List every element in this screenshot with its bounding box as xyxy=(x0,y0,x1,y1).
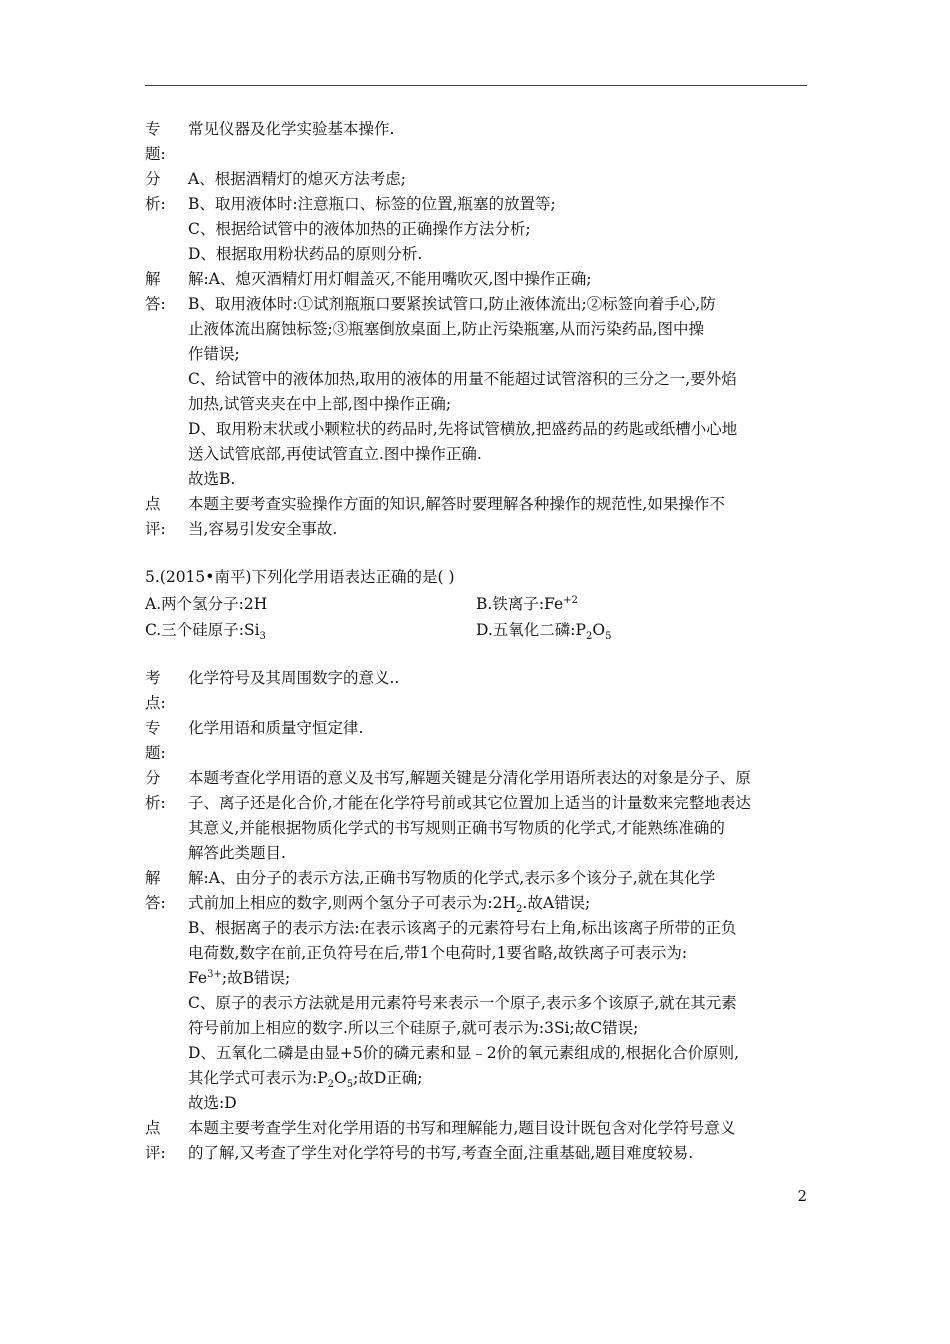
row-text: 故选:D xyxy=(188,1094,237,1112)
analysis-block-q4 xyxy=(145,117,810,542)
formula-sub2: 5 xyxy=(346,1079,354,1091)
row-8 xyxy=(145,841,810,866)
analysis-block-q5 xyxy=(145,666,810,1166)
header-rule xyxy=(145,85,807,86)
row-label xyxy=(145,217,188,242)
option-d-sub2: 5 xyxy=(605,631,612,643)
row-label xyxy=(145,966,188,991)
row-text: 化学符号及其周围数字的意义.. xyxy=(188,669,400,687)
row-text: C、给试管中的液体加热,取用的液体的用量不能超过试管溶积的三分之一,要外焰 xyxy=(188,370,737,388)
row-text: A、根据酒精灯的熄灭方法考虑; xyxy=(188,170,406,188)
option-c-sub: 3 xyxy=(259,631,266,643)
row-19 xyxy=(145,1116,810,1141)
row-3 xyxy=(145,167,810,192)
row-text: 电荷数,数字在前,正负符号在后,带1个电荷时,1要省略,故铁离子可表示为: xyxy=(188,944,688,962)
formula-sub: 2 xyxy=(516,904,523,916)
row-20 xyxy=(145,1141,810,1166)
option-d xyxy=(476,618,611,643)
row-2 xyxy=(145,142,810,167)
row-label: 答: xyxy=(145,295,166,313)
row-1 xyxy=(145,666,810,691)
row-10 xyxy=(145,342,810,367)
option-a: A.两个氢分子:2H xyxy=(145,595,268,613)
option-d-sub1: 2 xyxy=(585,631,593,643)
row-4 xyxy=(145,192,810,217)
formula-sub1: 2 xyxy=(327,1079,335,1091)
row-18 xyxy=(145,1091,810,1116)
row-text: 的了解,又考查了学生对化学符号的书写,考查全面,注重基础,题目难度较易. xyxy=(188,1144,694,1162)
row-label xyxy=(145,317,188,342)
row-label: 析: xyxy=(145,794,166,812)
row-text: C、根据给试管中的液体加热的正确操作方法分析; xyxy=(188,220,531,238)
row-text: 符号前加上相应的数字.所以三个硅原子,就可表示为:3Si;故C错误; xyxy=(188,1019,639,1037)
row-17 xyxy=(145,517,810,542)
row-14 xyxy=(145,991,810,1016)
row-17 xyxy=(145,1066,810,1091)
row-9 xyxy=(145,866,810,891)
row-text: 解:A、由分子的表示方法,正确书写物质的化学式,表示多个该分子,就在其化学 xyxy=(188,869,716,887)
row-13 xyxy=(145,417,810,442)
row-label xyxy=(145,991,188,1016)
formula-post: ;故B错误; xyxy=(221,969,291,987)
formula-post: .故A错误; xyxy=(522,894,591,912)
row-text: 本题主要考查实验操作方面的知识,解答时要理解各种操作的规范性,如果操作不 xyxy=(188,495,725,513)
row-label xyxy=(145,941,188,966)
row-label xyxy=(145,367,188,392)
row-label xyxy=(145,1016,188,1041)
row-5 xyxy=(145,217,810,242)
option-b-text: B.铁离子:Fe xyxy=(476,595,564,613)
row-text: 当,容易引发安全事故. xyxy=(188,520,338,538)
question-stem: 5.(2015•南平)下列化学用语表达正确的是( ) xyxy=(145,568,455,586)
row-text: 化学用语和质量守恒定律. xyxy=(188,719,364,737)
row-label: 点 xyxy=(145,495,161,513)
row-label: 析: xyxy=(145,195,166,213)
row-11 xyxy=(145,367,810,392)
row-label xyxy=(145,467,188,492)
row-6 xyxy=(145,242,810,267)
row-text: 送入试管底部,再使试管直立.图中操作正确. xyxy=(188,445,482,463)
row-11 xyxy=(145,916,810,941)
option-b xyxy=(476,592,578,617)
row-label: 题: xyxy=(145,744,166,762)
row-13 xyxy=(145,966,810,991)
row-label xyxy=(145,417,188,442)
formula-post: ;故D正确; xyxy=(353,1069,423,1087)
row-label xyxy=(145,242,188,267)
row-text: C、原子的表示方法就是用元素符号来表示一个原子,表示多个该原子,就在其元素 xyxy=(188,994,737,1012)
row-14 xyxy=(145,442,810,467)
row-5 xyxy=(145,766,810,791)
row-text: D、五氧化二磷是由显+5价的磷元素和显﹣2价的氧元素组成的,根据化合价原则, xyxy=(188,1044,739,1062)
option-d-text: D.五氧化二磷:P xyxy=(476,621,586,639)
row-label xyxy=(145,841,188,866)
row-7 xyxy=(145,267,810,292)
option-d-mid: O xyxy=(592,621,606,639)
row-text: B、取用液体时:①试剂瓶瓶口要紧挨试管口,防止液体流出;②标签向着手心,防 xyxy=(188,295,716,313)
row-label: 专 xyxy=(145,719,161,737)
row-6 xyxy=(145,791,810,816)
row-text xyxy=(188,1066,810,1091)
option-c xyxy=(145,618,266,643)
row-10 xyxy=(145,891,810,916)
row-text: B、取用液体时:注意瓶口、标签的位置,瓶塞的放置等; xyxy=(188,195,556,213)
row-label xyxy=(145,1091,188,1116)
row-1 xyxy=(145,117,810,142)
row-text: D、根据取用粉状药品的原则分析. xyxy=(188,245,423,263)
row-16 xyxy=(145,1041,810,1066)
row-text: 子、离子还是化合价,才能在化学符号前或其它位置加上适当的计量数来完整地表达 xyxy=(188,794,751,812)
row-label: 分 xyxy=(145,769,161,787)
row-text: D、取用粉末状或小颗粒状的药品时,先将试管横放,把盛药品的药匙或纸槽小心地 xyxy=(188,420,738,438)
row-text: 解答此类题目. xyxy=(188,844,286,862)
formula-text: Fe xyxy=(188,969,208,987)
row-text xyxy=(188,891,810,916)
row-label: 考 xyxy=(145,669,161,687)
row-text: 止液体流出腐蚀标签;③瓶塞倒放桌面上,防止污染瓶塞,从而污染药品,图中操 xyxy=(188,320,705,338)
row-label xyxy=(145,1041,188,1066)
row-label: 评: xyxy=(145,520,166,538)
option-b-sup: +2 xyxy=(563,594,578,606)
row-label xyxy=(145,1066,188,1091)
row-text: 作错误; xyxy=(188,345,240,363)
formula-text: 其化学式可表示为:P xyxy=(188,1069,328,1087)
row-text: 常见仪器及化学实验基本操作. xyxy=(188,120,395,138)
row-label: 点: xyxy=(145,694,166,712)
row-2 xyxy=(145,691,810,716)
row-text: B、根据离子的表示方法:在表示该离子的元素符号右上角,标出该离子所带的正负 xyxy=(188,919,737,937)
row-label: 评: xyxy=(145,1144,166,1162)
row-label xyxy=(145,816,188,841)
row-text: 解:A、熄灭酒精灯用灯帽盖灭,不能用嘴吹灭,图中操作正确; xyxy=(188,270,592,288)
row-label xyxy=(145,342,188,367)
row-label: 分 xyxy=(145,170,161,188)
row-text: 加热,试管夹夹在中上部,图中操作正确; xyxy=(188,395,452,413)
row-7 xyxy=(145,816,810,841)
row-text xyxy=(188,966,810,991)
formula-mid: O xyxy=(334,1069,347,1087)
row-label: 解 xyxy=(145,869,161,887)
row-text: 故选B. xyxy=(188,470,236,488)
row-15 xyxy=(145,1016,810,1041)
row-label: 题: xyxy=(145,145,166,163)
row-text: 本题主要考查学生对化学用语的书写和理解能力,题目设计既包含对化学符号意义 xyxy=(188,1119,736,1137)
row-3 xyxy=(145,716,810,741)
row-4 xyxy=(145,741,810,766)
row-label: 专 xyxy=(145,120,161,138)
option-c-text: C.三个硅原子:Si xyxy=(145,621,260,639)
row-text xyxy=(188,741,810,766)
row-label: 答: xyxy=(145,894,166,912)
row-12 xyxy=(145,941,810,966)
row-text xyxy=(188,691,810,716)
row-label xyxy=(145,916,188,941)
row-text: 其意义,并能根据物质化学式的书写规则正确书写物质的化学式,才能熟练准确的 xyxy=(188,819,725,837)
row-12 xyxy=(145,392,810,417)
row-text xyxy=(188,142,810,167)
row-label: 解 xyxy=(145,270,161,288)
row-label: 点 xyxy=(145,1119,161,1137)
row-label xyxy=(145,442,188,467)
formula-sup: 3+ xyxy=(207,968,222,980)
row-text: 本题考查化学用语的意义及书写,解题关键是分清化学用语所表达的对象是分子、原 xyxy=(188,769,751,787)
row-16 xyxy=(145,492,810,517)
row-15 xyxy=(145,467,810,492)
formula-text: 式前加上相应的数字,则两个氢分子可表示为:2H xyxy=(188,894,517,912)
row-label xyxy=(145,392,188,417)
page-number: 2 xyxy=(797,1187,807,1205)
row-8 xyxy=(145,292,810,317)
row-9 xyxy=(145,317,810,342)
